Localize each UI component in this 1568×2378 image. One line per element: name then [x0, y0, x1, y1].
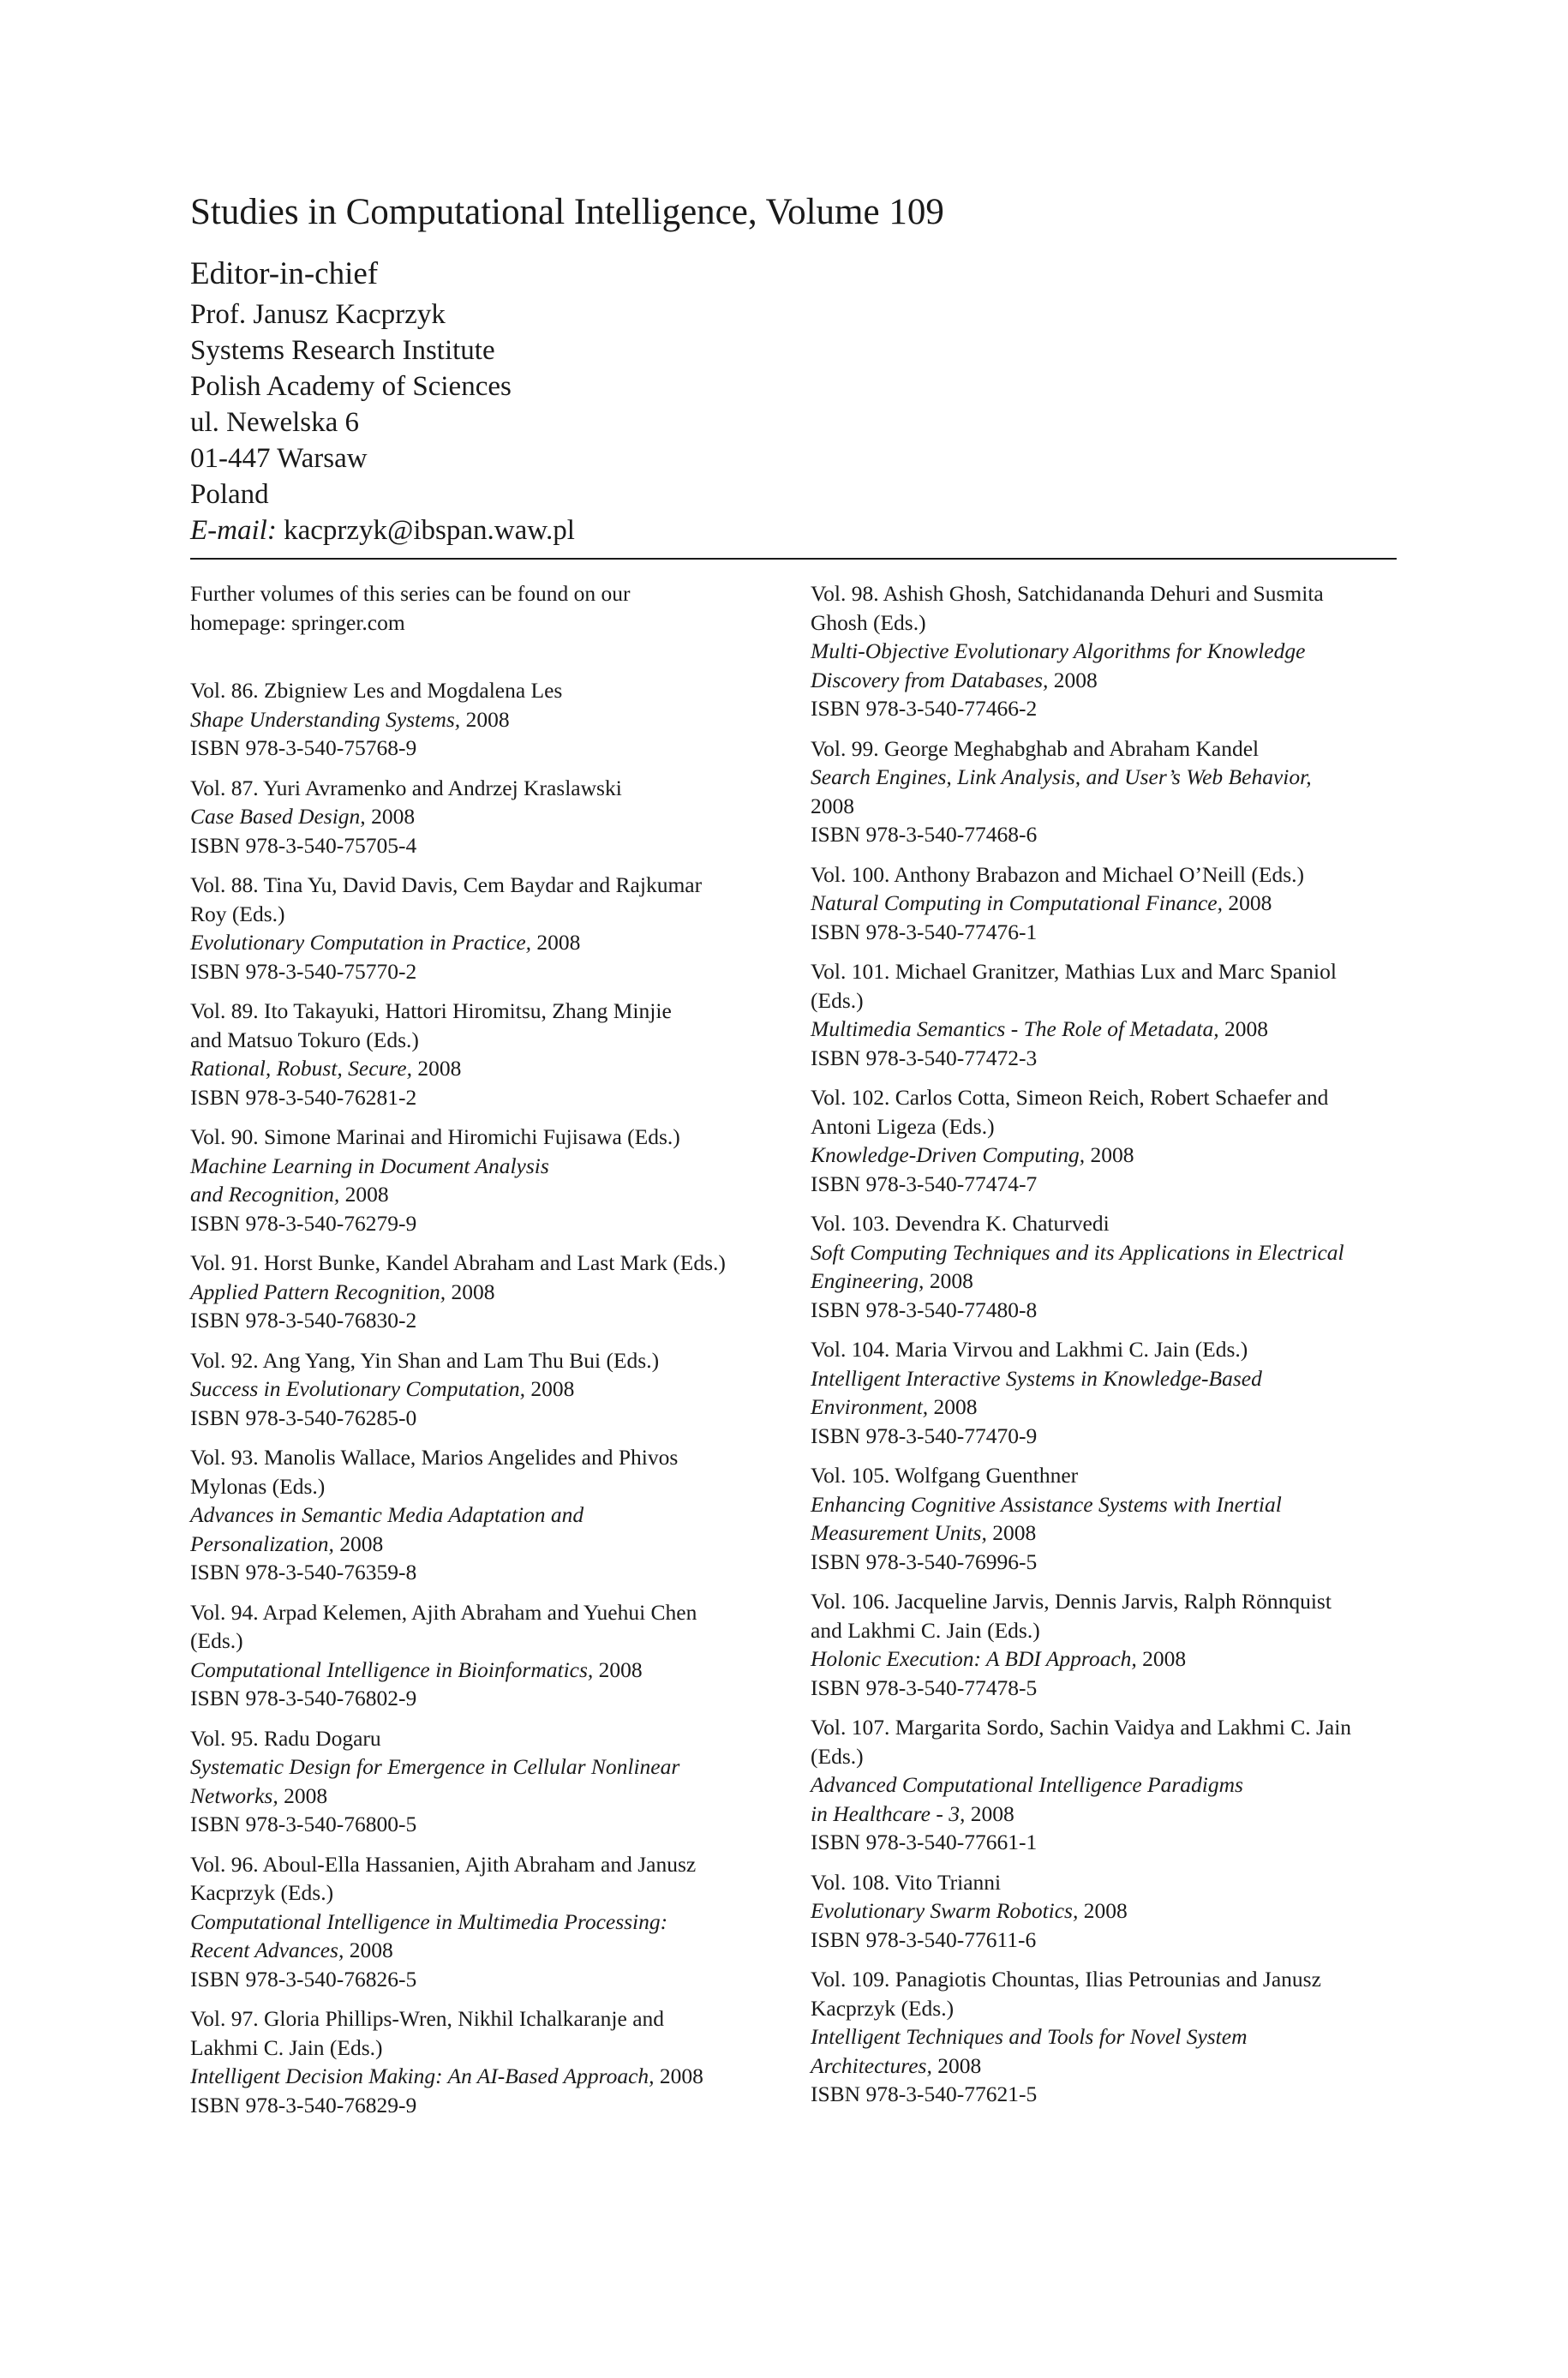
- volume-title: [190, 1375, 781, 1404]
- editor-role: Editor-in-chief: [190, 256, 379, 291]
- volume-authors: Vol. 99. George Meghabghab and Abraham Kandel: [811, 735, 1260, 761]
- volume-isbn: ISBN 978-3-540-77466-2: [811, 696, 1038, 721]
- volume-year: 2008: [593, 1656, 643, 1682]
- volume-title-text: Machine Learning in Document Analysis: [190, 1153, 549, 1178]
- volume-entry: [811, 579, 1402, 723]
- volume-entry: [811, 1965, 1402, 2109]
- volume-entry: [190, 997, 781, 1111]
- editor-line: Systems Research Institute: [190, 335, 495, 366]
- volume-entry: [811, 1587, 1402, 1702]
- volume-entry: [811, 1461, 1402, 1576]
- volume-title: [190, 1782, 781, 1811]
- volume-title-text: Rational, Robust, Secure,: [190, 1056, 412, 1081]
- editor-line: Poland: [190, 479, 269, 510]
- volume-isbn: ISBN 978-3-540-77478-5: [811, 1674, 1038, 1700]
- volume-entry: [811, 860, 1402, 947]
- volume-authors: Vol. 95. Radu Dogaru: [190, 1725, 381, 1751]
- volume-title: [811, 1267, 1402, 1296]
- volume-title-text: Computational Intelligence in Bioinformatics,: [190, 1656, 594, 1682]
- volume-title-text: and Recognition,: [190, 1182, 340, 1207]
- volume-year: 2008: [965, 1800, 1014, 1826]
- volume-year: 2008: [928, 1394, 978, 1419]
- volume-year: 2008: [344, 1938, 393, 1962]
- volume-title: [811, 1490, 1402, 1519]
- volume-title: [190, 1180, 781, 1209]
- volume-entry: [811, 957, 1402, 1072]
- volume-year: 2008: [1218, 1016, 1268, 1041]
- volume-authors: Lakhmi C. Jain (Eds.): [190, 2034, 383, 2060]
- volume-year: 2008: [1222, 890, 1272, 915]
- left-entries: [190, 676, 781, 2119]
- email-label: E-mail:: [190, 515, 277, 546]
- volume-isbn: ISBN 978-3-540-75705-4: [190, 832, 417, 858]
- volume-authors: (Eds.): [190, 1628, 243, 1653]
- volume-authors: Vol. 87. Yuri Avramenko and Andrzej Kraslawski: [190, 775, 622, 800]
- volume-title: [811, 1015, 1402, 1044]
- volume-authors: Antoni Ligeza (Eds.): [811, 1113, 995, 1139]
- volume-authors: Vol. 86. Zbigniew Les and Mogdalena Les: [190, 678, 563, 703]
- volume-title: [811, 1770, 1402, 1800]
- volume-authors: Vol. 109. Panagiotis Chountas, Ilias Petrounias and Janusz: [811, 1967, 1321, 1992]
- volume-authors: Vol. 88. Tina Yu, David Davis, Cem Baydar and Rajkumar: [190, 872, 703, 897]
- editor-line: Prof. Janusz Kacprzyk: [190, 299, 446, 330]
- volume-entry: [811, 1209, 1402, 1324]
- volume-title-text: Architectures,: [811, 2052, 932, 2078]
- volume-title: [190, 1152, 781, 1181]
- volume-authors: Roy (Eds.): [190, 901, 285, 926]
- volume-title-text: Multimedia Semantics - The Role of Metadata,: [811, 1016, 1219, 1041]
- volume-year: 2008: [333, 1530, 384, 1556]
- volume-authors: Vol. 107. Margarita Sordo, Sachin Vaidya and Lakhmi C. Jain: [811, 1715, 1352, 1740]
- volume-year: 2008: [365, 804, 416, 829]
- volume-year: 2008: [986, 1520, 1037, 1545]
- series-title: Studies in Computational Intelligence, Volume 109: [190, 192, 944, 232]
- volume-title: [811, 666, 1402, 695]
- volume-isbn: ISBN 978-3-540-77621-5: [811, 2081, 1038, 2106]
- volume-title-text: Networks,: [190, 1782, 278, 1808]
- volume-authors: (Eds.): [811, 1743, 864, 1769]
- volume-title: [811, 1518, 1402, 1548]
- volume-title-text: Evolutionary Computation in Practice,: [190, 930, 532, 955]
- volume-isbn: ISBN 978-3-540-76829-9: [190, 2092, 417, 2117]
- volume-entry: [190, 1724, 781, 1839]
- volume-title-text: Computational Intelligence in Multimedia Processing:: [190, 1908, 668, 1934]
- editor-line: 01-447 Warsaw: [190, 443, 368, 474]
- volume-year: 2008: [278, 1782, 328, 1808]
- volume-authors: Kacprzyk (Eds.): [190, 1880, 334, 1905]
- volume-isbn: ISBN 978-3-540-76802-9: [190, 1686, 417, 1710]
- volume-authors: and Matsuo Tokuro (Eds.): [190, 1027, 419, 1052]
- volume-year: 2008: [811, 793, 854, 818]
- volume-title: [190, 705, 781, 734]
- horizontal-rule: [190, 558, 1397, 560]
- volume-isbn: ISBN 978-3-540-77468-6: [811, 822, 1038, 847]
- volume-authors: Vol. 106. Jacqueline Jarvis, Dennis Jarvis, Ralph Rönnquist: [811, 1589, 1332, 1614]
- volume-title: [811, 1896, 1402, 1926]
- volume-isbn: ISBN 978-3-540-76281-2: [190, 1084, 417, 1110]
- volume-isbn: ISBN 978-3-540-76826-5: [190, 1966, 417, 1992]
- volume-title-text: Multi-Objective Evolutionary Algorithms for Knowledge: [811, 638, 1306, 663]
- volume-title: [811, 763, 1402, 792]
- volume-title-text: Applied Pattern Recognition,: [190, 1279, 446, 1304]
- volume-year: 2008: [460, 706, 510, 732]
- volume-title-text: Success in Evolutionary Computation,: [190, 1376, 525, 1401]
- volume-authors: Vol. 105. Wolfgang Guenthner: [811, 1463, 1079, 1488]
- volume-entry: [190, 676, 781, 763]
- volume-year: 2008: [1136, 1646, 1187, 1671]
- volume-title-text: Intelligent Techniques and Tools for Novel System: [811, 2024, 1248, 2049]
- volume-title: [811, 637, 1402, 666]
- volume-year: 2008: [654, 2064, 703, 2088]
- volume-authors: (Eds.): [811, 987, 864, 1013]
- volume-entry: [190, 1249, 781, 1335]
- volume-title-text: Knowledge-Driven Computing,: [811, 1142, 1086, 1167]
- volume-title: [811, 1393, 1402, 1422]
- volume-title: [190, 1936, 781, 1965]
- volume-entry: [811, 1713, 1402, 1857]
- volume-entry: [190, 774, 781, 860]
- volume-isbn: ISBN 978-3-540-77611-6: [811, 1926, 1037, 1952]
- volume-entry: [190, 2004, 781, 2119]
- volume-authors: Ghosh (Eds.): [811, 609, 926, 635]
- volume-title: [190, 1656, 781, 1685]
- volume-title-text: Soft Computing Techniques and its Applications in Electrical: [811, 1239, 1344, 1265]
- volume-authors: Vol. 100. Anthony Brabazon and Michael O’Neill (Eds.): [811, 861, 1305, 887]
- volume-title: [811, 1238, 1402, 1267]
- volume-title: [190, 928, 781, 957]
- volume-title: [811, 1141, 1402, 1170]
- volume-entry: [190, 1346, 781, 1433]
- volume-isbn: ISBN 978-3-540-76830-2: [190, 1308, 417, 1333]
- volume-isbn: ISBN 978-3-540-77480-8: [811, 1297, 1038, 1322]
- volume-title-text: Natural Computing in Computational Finance,: [811, 890, 1223, 915]
- volume-authors: Vol. 101. Michael Granitzer, Mathias Lux and Marc Spaniol: [811, 959, 1337, 984]
- right-entries: [811, 579, 1402, 2109]
- volume-title-text: Intelligent Decision Making: An AI-Based Approach,: [190, 2064, 655, 2088]
- volume-year: 2008: [524, 1376, 575, 1401]
- volume-title-text: Advances in Semantic Media Adaptation and: [190, 1502, 584, 1527]
- volume-title-text: Advanced Computational Intelligence Paradigms: [811, 1772, 1243, 1797]
- volume-title: [811, 1644, 1402, 1674]
- volume-isbn: ISBN 978-3-540-77470-9: [811, 1423, 1038, 1448]
- volume-year: 2008: [931, 2052, 982, 2078]
- volume-title: [190, 802, 781, 831]
- volume-authors: Vol. 108. Vito Trianni: [811, 1869, 1002, 1895]
- volume-title-text: Case Based Design,: [190, 804, 366, 829]
- volume-title-text: Intelligent Interactive Systems in Knowledge-Based: [811, 1365, 1262, 1391]
- volume-title-text: Environment,: [811, 1394, 929, 1419]
- volume-authors: Mylonas (Eds.): [190, 1473, 326, 1499]
- volume-authors: Vol. 97. Gloria Phillips-Wren, Nikhil Ichalkaranje and: [190, 2006, 665, 2031]
- volume-authors: Vol. 91. Horst Bunke, Kandel Abraham and Last Mark (Eds.): [190, 1250, 726, 1275]
- volume-title: [811, 1364, 1402, 1393]
- volume-title-text: Measurement Units,: [811, 1520, 987, 1545]
- volume-title-text: Search Engines, Link Analysis, and User’s Web Behavior,: [811, 764, 1312, 789]
- volume-authors: Vol. 93. Manolis Wallace, Marios Angelides and Phivos: [190, 1445, 679, 1470]
- volume-year: 2008: [1078, 1898, 1128, 1923]
- volume-title-text: Systematic Design for Emergence in Cellular Nonlinear: [190, 1754, 680, 1779]
- volume-title-text: Shape Understanding Systems,: [190, 706, 461, 732]
- volume-list-right: [811, 579, 1402, 2120]
- editor-line: ul. Newelska 6: [190, 407, 360, 438]
- volume-authors: Vol. 96. Aboul-Ella Hassanien, Ajith Abraham and Janusz: [190, 1851, 697, 1877]
- volume-authors: Vol. 89. Ito Takayuki, Hattori Hiromitsu, Zhang Minjie: [190, 998, 672, 1023]
- volume-title-text: in Healthcare - 3,: [811, 1800, 966, 1826]
- volume-year: 2008: [1085, 1142, 1134, 1167]
- volume-isbn: ISBN 978-3-540-76279-9: [190, 1210, 417, 1236]
- intro-line: homepage: springer.com: [190, 609, 405, 635]
- volume-year: 2008: [1048, 667, 1098, 692]
- volume-entry: [190, 1123, 781, 1237]
- volume-isbn: ISBN 978-3-540-77472-3: [811, 1045, 1038, 1070]
- volume-title-text: Enhancing Cognitive Assistance Systems with Inertial: [811, 1491, 1282, 1517]
- volume-isbn: ISBN 978-3-540-76800-5: [190, 1812, 417, 1836]
- volume-authors: Kacprzyk (Eds.): [811, 1995, 955, 2021]
- volume-year: 2008: [411, 1056, 462, 1081]
- volume-title: [190, 1500, 781, 1530]
- editor-email: [190, 512, 575, 548]
- volume-isbn: ISBN 978-3-540-76359-8: [190, 1560, 417, 1584]
- volume-entry: [811, 734, 1402, 849]
- volume-authors: Vol. 92. Ang Yang, Yin Shan and Lam Thu Bui (Eds.): [190, 1347, 660, 1373]
- volume-entry: [190, 871, 781, 985]
- volume-title: [190, 1278, 781, 1307]
- volume-title-text: Evolutionary Swarm Robotics,: [811, 1898, 1079, 1923]
- volume-list-left: [190, 579, 781, 2130]
- volume-year: 2008: [924, 1268, 973, 1293]
- volume-authors: Vol. 103. Devendra K. Chaturvedi: [811, 1211, 1110, 1236]
- volume-entry: [811, 1335, 1402, 1450]
- volume-year: 2008: [531, 930, 581, 955]
- editor-line: Polish Academy of Sciences: [190, 371, 512, 402]
- volume-entry: [811, 1083, 1402, 1198]
- volume-entry: [190, 1443, 781, 1587]
- series-intro: [190, 579, 781, 637]
- volume-year: 2008: [339, 1182, 389, 1207]
- volume-authors: and Lakhmi C. Jain (Eds.): [811, 1617, 1040, 1643]
- volume-title-text: Personalization,: [190, 1530, 334, 1556]
- volume-title: [811, 2022, 1402, 2052]
- volume-title: [811, 889, 1402, 918]
- volume-authors: Vol. 104. Maria Virvou and Lakhmi C. Jain (Eds.): [811, 1337, 1248, 1362]
- volume-authors: Vol. 98. Ashish Ghosh, Satchidananda Dehuri and Susmita: [811, 581, 1324, 606]
- intro-line: Further volumes of this series can be found on our: [190, 581, 631, 606]
- volume-isbn: ISBN 978-3-540-75770-2: [190, 958, 417, 984]
- volume-isbn: ISBN 978-3-540-76285-0: [190, 1405, 417, 1430]
- volume-title: [811, 1800, 1402, 1829]
- volume-isbn: ISBN 978-3-540-75768-9: [190, 735, 417, 760]
- volume-isbn: ISBN 978-3-540-77476-1: [811, 919, 1038, 944]
- volume-authors: Vol. 90. Simone Marinai and Hiromichi Fujisawa (Eds.): [190, 1124, 680, 1149]
- volume-isbn: ISBN 978-3-540-77474-7: [811, 1171, 1038, 1196]
- volume-title-text: Holonic Execution: A BDI Approach,: [811, 1646, 1137, 1671]
- volume-entry: [811, 1868, 1402, 1955]
- volume-title: [190, 2062, 781, 2091]
- volume-title-text: Discovery from Databases,: [811, 667, 1049, 692]
- volume-year: 2008: [446, 1279, 495, 1304]
- volume-authors: Vol. 102. Carlos Cotta, Simeon Reich, Robert Schaefer and: [811, 1085, 1329, 1110]
- volume-title: [811, 2052, 1402, 2081]
- volume-isbn: ISBN 978-3-540-76996-5: [811, 1548, 1038, 1574]
- volume-title: [190, 1752, 781, 1782]
- volume-title: [190, 1908, 781, 1937]
- volume-title-text: Engineering,: [811, 1268, 925, 1293]
- volume-entry: [190, 1598, 781, 1713]
- volume-title: [190, 1054, 781, 1083]
- volume-authors: Vol. 94. Arpad Kelemen, Ajith Abraham and Yuehui Chen: [190, 1599, 697, 1625]
- volume-title: [190, 1530, 781, 1559]
- volume-title-text: Recent Advances,: [190, 1938, 344, 1962]
- volume-entry: [190, 1850, 781, 1994]
- email-address[interactable]: kacprzyk@ibspan.waw.pl: [276, 515, 575, 546]
- volume-isbn: ISBN 978-3-540-77661-1: [811, 1830, 1038, 1854]
- editor-block: [190, 254, 575, 548]
